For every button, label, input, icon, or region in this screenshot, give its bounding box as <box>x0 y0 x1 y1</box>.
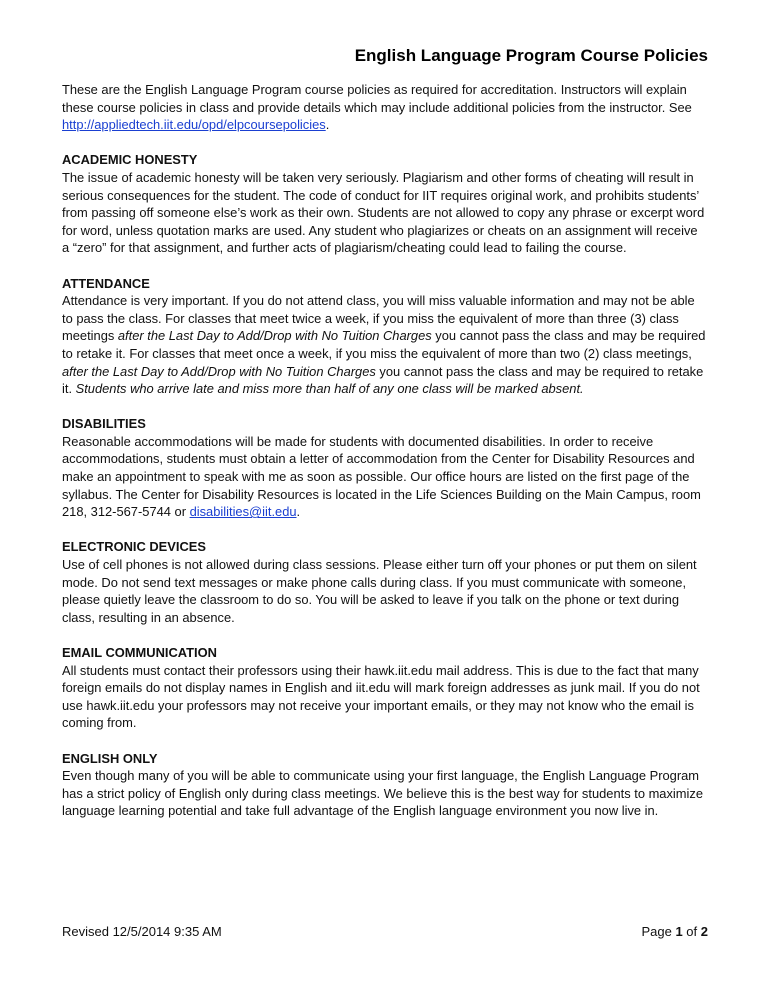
section-heading: ENGLISH ONLY <box>62 750 158 766</box>
section-body <box>62 292 708 398</box>
section-heading: ATTENDANCE <box>62 275 150 291</box>
section-email-communication <box>62 644 708 732</box>
revision-date: Revised 12/5/2014 9:35 AM <box>62 924 222 939</box>
section-academic-honesty <box>62 151 708 257</box>
attendance-text-3: you cannot pass the class and may be required to retake it. <box>62 363 704 397</box>
intro-end: . <box>325 117 330 133</box>
section-body: All students must contact their professors using their hawk.iit.edu mail address. This is due to the fact that many foreign emails do not display names in English and iit.edu will mark foreign addresses as junk mail. If you do not use hawk.iit.edu your professors may not receive your important emails, or they may not know who the email is coming from. <box>62 662 700 731</box>
section-heading: EMAIL COMMUNICATION <box>62 645 217 660</box>
page-total: 2 <box>700 924 708 939</box>
attendance-emphasis-2: after the Last Day to Add/Drop with No Tuition Charges <box>62 363 376 379</box>
attendance-text-1: Attendance is very important. If you do not attend class, you will miss valuable information and may not be able to pass the class. For classes that meet twice a week, if you miss the equivalent of more than three (3) class meetings <box>62 293 695 344</box>
intro-paragraph <box>62 81 708 134</box>
disabilities-text: Reasonable accommodations will be made for students with documented disabilities. In order to receive accommodations, students must obtain a letter of accommodation from the Center for Disability Resources and make an appointment to speak with me as soon as possible. Our office hours are listed on the first page of the syllabus. The Center for Disability Resources is located in the Life Sciences Building on the Main Campus, room 218, 312-567-5744 or <box>62 433 701 520</box>
of-word: of <box>682 924 701 939</box>
section-electronic-devices <box>62 538 708 626</box>
section-english-only <box>62 750 708 820</box>
disabilities-email-link[interactable]: disabilities@iit.edu <box>189 504 297 520</box>
section-body: The issue of academic honesty will be taken very seriously. Plagiarism and other forms of cheating will result in serious consequences for the student. The code of conduct for IIT requires original work, and prohibits students’ from passing off someone else’s work as their own. Students are not allowed to copy any phrase or excerpt word for word, unless quotation marks are used. Any student who plagiarizes or cheats on an assignment will receive a “zero” for that assignment, and further acts of plagiarism/cheating could lead to failing the course. <box>62 169 705 256</box>
attendance-text-2: you cannot pass the class and may be required to retake it. For classes that meet once a week, if you miss the equivalent of more than two (2) class meetings, <box>62 328 706 361</box>
page-number <box>641 924 708 939</box>
page-word: Page <box>641 924 676 939</box>
section-disabilities <box>62 415 708 521</box>
page-title: English Language Program Course Policies <box>354 46 708 65</box>
page-current: 1 <box>675 924 683 939</box>
section-body <box>62 433 708 521</box>
section-body: Even though many of you will be able to communicate using your first language, the English Language Program has a strict policy of English only during class meetings. We believe this is the best way for students to maximize language learning potential and take full advantage of the English language environment you now live in. <box>62 768 704 819</box>
intro-text: These are the English Language Program course policies as required for accreditation. Instructors will explain these course policies in class and provide details which may include additional policies from the instructor. See <box>62 82 692 115</box>
disabilities-end: . <box>296 504 301 520</box>
attendance-emphasis-1: after the Last Day to Add/Drop with No Tuition Charges <box>117 328 432 344</box>
section-heading: ELECTRONIC DEVICES <box>62 539 206 555</box>
section-attendance <box>62 275 708 398</box>
section-body: Use of cell phones is not allowed during class sessions. Please either turn off your phones or put them on silent mode. Do not send text messages or make phone calls during class. If you must communicate with someone, please quietly leave the classroom to do so. You will be asked to leave if you talk on the phone or text during class, resulting in an absence. <box>62 557 697 625</box>
document-body <box>62 81 708 838</box>
policies-link[interactable]: http://appliedtech.iit.edu/opd/elpcoursepolicies <box>62 117 326 133</box>
attendance-emphasis-3: Students who arrive late and miss more than half of any one class will be marked absent. <box>75 381 584 397</box>
section-heading: ACADEMIC HONESTY <box>62 152 198 168</box>
section-heading: DISABILITIES <box>62 416 146 432</box>
page-footer <box>62 924 708 939</box>
